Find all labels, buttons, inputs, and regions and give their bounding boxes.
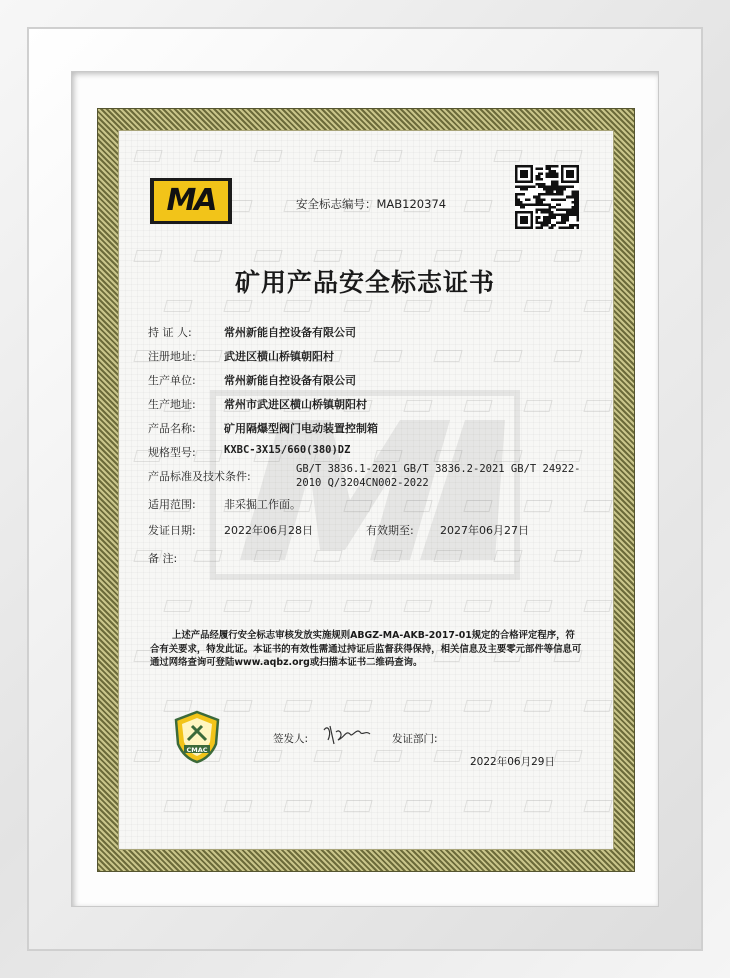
background-mark: [373, 350, 402, 362]
background-mark: [223, 700, 252, 712]
background-mark: [553, 750, 582, 762]
field-value-scope: 非采掘工作面。: [224, 498, 301, 511]
background-mark: [583, 800, 612, 812]
background-mark: [343, 800, 372, 812]
signer-label: 签发人:: [273, 733, 309, 745]
background-mark: [553, 250, 582, 262]
background-mark: [343, 600, 372, 612]
background-mark: [583, 500, 612, 512]
background-mark: [343, 700, 372, 712]
background-mark: [433, 350, 462, 362]
background-mark: [133, 750, 162, 762]
field-label-remarks: 备 注:: [148, 552, 178, 565]
field-label-reg-address: 注册地址:: [148, 350, 196, 363]
issuing-dept-label: 发证部门:: [392, 733, 438, 745]
background-mark: [403, 700, 432, 712]
background-mark: [403, 300, 432, 312]
background-mark: [583, 600, 612, 612]
field-label-holder: 持 证 人:: [148, 326, 192, 339]
background-mark: [493, 250, 522, 262]
background-mark: [133, 250, 162, 262]
signature-icon: [318, 718, 374, 750]
background-mark: [523, 500, 552, 512]
background-mark: [493, 350, 522, 362]
background-mark: [583, 200, 612, 212]
field-label-product-name: 产品名称:: [148, 422, 196, 435]
issued-date: 2022年06月29日: [470, 756, 555, 768]
field-value-model: KXBC-3X15/660(380)DZ: [224, 444, 351, 456]
background-mark: [433, 250, 462, 262]
safety-mark-number: [296, 196, 446, 212]
background-mark: [343, 300, 372, 312]
field-value-valid-until: 2027年06月27日: [440, 524, 529, 537]
background-mark: [523, 600, 552, 612]
background-mark: [523, 700, 552, 712]
background-mark: [403, 800, 432, 812]
background-mark: [253, 250, 282, 262]
background-mark: [163, 300, 192, 312]
field-label-prod-address: 生产地址:: [148, 398, 196, 411]
background-mark: [433, 750, 462, 762]
field-label-valid-until: 有效期至:: [366, 524, 414, 537]
background-mark: [463, 200, 492, 212]
background-mark: [523, 800, 552, 812]
safety-mark-value: MAB120374: [376, 197, 447, 211]
background-mark: [313, 250, 342, 262]
ma-logo-text: MA: [154, 181, 228, 221]
background-mark: [283, 300, 312, 312]
ma-logo: [150, 178, 232, 224]
background-mark: [553, 150, 582, 162]
background-mark: [583, 700, 612, 712]
field-label-producer: 生产单位:: [148, 374, 196, 387]
field-value-prod-address: 常州市武进区横山桥镇朝阳村: [224, 398, 367, 411]
background-mark: [283, 800, 312, 812]
background-mark: [373, 150, 402, 162]
background-mark: [553, 550, 582, 562]
field-label-standards: 产品标准及技术条件:: [148, 470, 251, 483]
field-label-scope: 适用范围:: [148, 498, 196, 511]
background-mark: [553, 350, 582, 362]
background-mark: [583, 400, 612, 412]
field-value-product-name: 矿用隔爆型阀门电动装置控制箱: [224, 422, 378, 435]
background-mark: [253, 150, 282, 162]
field-value-producer: 常州新能自控设备有限公司: [224, 374, 356, 387]
background-mark: [433, 150, 462, 162]
cmac-logo-text: CMAC: [186, 746, 208, 754]
background-mark: [283, 600, 312, 612]
certificate-title: 矿用产品安全标志证书: [234, 268, 495, 297]
background-mark: [463, 800, 492, 812]
qr-code-icon[interactable]: [515, 165, 579, 229]
field-value-reg-address: 武进区横山桥镇朝阳村: [224, 350, 334, 363]
background-mark: [403, 600, 432, 612]
certificate-notice: 上述产品经履行安全标志审核发放实施规则ABGZ-MA-AKB-2017-01规定的合格评定程序，符合有关要求，特发此证。本证书的有效性需通过持证后监督获得保持，相关信息及主要零元部件等信息可通过网络查询可登陆www.aqbz.org或扫描本证书二维码查询。: [150, 630, 582, 668]
field-value-issue-date: 2022年06月28日: [224, 524, 313, 537]
background-mark: [523, 300, 552, 312]
background-mark: [313, 750, 342, 762]
background-mark: [493, 150, 522, 162]
background-mark: [133, 150, 162, 162]
background-mark: [193, 350, 222, 362]
background-mark: [463, 600, 492, 612]
background-mark: [193, 150, 222, 162]
field-value-standards: GB/T 3836.1-2021 GB/T 3836.2-2021 GB/T 24922-2010 Q/3204CN002-2022: [296, 463, 581, 489]
field-value-holder: 常州新能自控设备有限公司: [224, 326, 356, 339]
safety-mark-label: 安全标志编号：: [296, 197, 377, 211]
background-mark: [373, 750, 402, 762]
background-mark: [223, 800, 252, 812]
background-mark: [193, 250, 222, 262]
background-mark: [163, 800, 192, 812]
background-mark: [283, 700, 312, 712]
background-mark: [373, 250, 402, 262]
background-mark: [463, 700, 492, 712]
background-mark: [313, 150, 342, 162]
background-mark: [163, 600, 192, 612]
background-mark: [583, 300, 612, 312]
background-mark: [523, 400, 552, 412]
background-mark: [253, 750, 282, 762]
background-mark: [223, 300, 252, 312]
background-mark: [223, 600, 252, 612]
cmac-shield-icon: [172, 710, 222, 764]
field-label-issue-date: 发证日期:: [148, 524, 196, 537]
background-mark: [553, 450, 582, 462]
background-mark: [463, 300, 492, 312]
field-label-model: 规格型号:: [148, 446, 196, 459]
